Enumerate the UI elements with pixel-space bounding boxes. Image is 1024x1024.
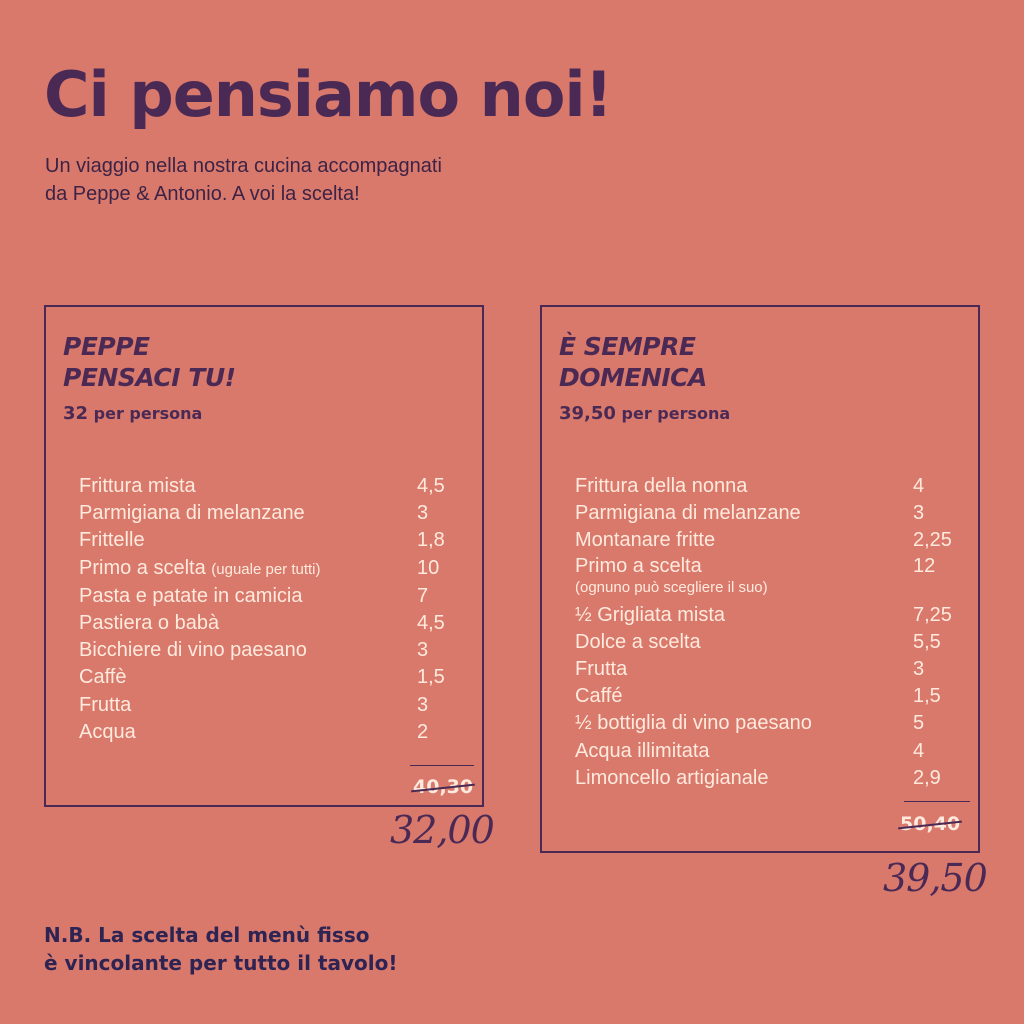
item-price: 2 [417,720,429,743]
item-name: Bicchiere di vino paesano [79,639,307,662]
item-name: Parmigiana di melanzane [79,502,305,525]
menu-item [79,527,459,554]
menu-item [79,664,459,691]
subtitle-line: da Peppe & Antonio. A voi la scelta! [45,183,360,205]
item-name: Acqua illimitata [575,739,710,762]
menu-title-line: È SEMPRE [559,332,696,361]
item-name: Primo a scelta [79,556,206,579]
menu-item [575,500,955,527]
item-name: Parmigiana di melanzane [575,502,801,525]
item-name: Caffé [575,685,623,708]
total-divider [904,801,970,802]
menu-item [575,629,955,656]
menu-item [575,555,955,602]
item-price: 5,5 [913,630,941,653]
item-name: Montanare fritte [575,529,716,552]
menu-title [559,331,707,393]
item-price: 4 [913,475,925,497]
menu-title-line: PEPPE [63,332,150,361]
original-total-value: 50,40 [900,813,961,835]
page-subtitle [45,152,565,208]
item-name: Frittura della nonna [575,475,748,497]
item-name: Frittura mista [79,475,196,497]
item-name: Frutta [575,658,628,681]
item-price: 4,5 [417,612,445,635]
final-price: 39,50 [883,856,987,900]
item-price: 3 [417,502,429,525]
item-price: 3 [417,693,429,716]
menu-item [575,527,955,554]
page-title: Ci pensiamo noi! [44,58,612,131]
menu-item [79,555,459,583]
menu-price-amount: 39,50 [559,403,616,424]
menu-title-line: PENSACI TU! [63,363,236,392]
menu-item [575,473,955,500]
subtitle-line: Un viaggio nella nostra cucina accompagnati [45,155,442,177]
item-price: 5 [913,712,925,735]
total-divider [410,765,474,766]
item-name: Pastiera o babà [79,612,220,635]
item-price: 10 [417,556,440,579]
menu-item [79,583,459,610]
item-name: Primo a scelta [575,554,702,577]
menu-item [79,473,459,500]
menu-item [79,637,459,664]
menu-card-domenica [540,305,980,853]
original-total [900,813,960,835]
item-price: 4,5 [417,475,445,497]
menu-item-list [575,473,955,792]
item-name: Limoncello artigianale [575,766,769,789]
item-note: (uguale per tutti) [211,560,321,578]
menu-price [63,403,202,424]
menu-title [63,331,236,393]
menu-price-suffix: per persona [93,404,203,423]
menu-price-suffix: per persona [621,404,731,423]
item-price: 4 [913,739,925,762]
menu-title-line: DOMENICA [559,363,707,392]
footer-note-line: N.B. La scelta del menù fisso [44,923,370,947]
item-name: Dolce a scelta [575,630,701,653]
footer-note-line: è vincolante per tutto il tavolo! [44,951,398,975]
item-name: ½ Grigliata mista [575,603,726,626]
menu-item [575,738,955,765]
menu-item [575,602,955,629]
menu-price-amount: 32 [63,403,89,424]
menu-item [79,719,459,746]
original-total-value: 40,30 [413,776,474,798]
item-price: 12 [913,554,936,577]
item-price: 2,9 [913,766,941,789]
menu-card-peppe [44,305,484,807]
footer-note [44,921,398,977]
item-name: Frutta [79,693,132,716]
item-price: 3 [913,658,925,681]
item-name: Pasta e patate in camicia [79,584,303,607]
menu-item [575,683,955,710]
item-price: 3 [417,639,429,662]
menu-item-list [79,473,459,746]
menu-price [559,403,730,424]
menu-item [79,692,459,719]
item-price: 3 [913,502,925,525]
menu-item [575,656,955,683]
item-price: 1,8 [417,529,445,552]
menu-item [79,610,459,637]
item-price: 1,5 [417,666,445,689]
item-note: (ognuno può scegliere il suo) [575,578,768,596]
item-price: 1,5 [913,685,941,708]
menu-item [575,710,955,737]
item-name: Caffè [79,666,127,689]
item-name: Acqua [79,720,136,743]
item-price: 7 [417,584,429,607]
menu-item [575,765,955,792]
item-price: 7,25 [913,603,952,626]
item-name: Frittelle [79,529,145,552]
item-name: ½ bottiglia di vino paesano [575,712,812,735]
item-price: 2,25 [913,529,952,552]
menu-item [79,500,459,527]
original-total [413,776,473,798]
final-price: 32,00 [390,808,494,852]
